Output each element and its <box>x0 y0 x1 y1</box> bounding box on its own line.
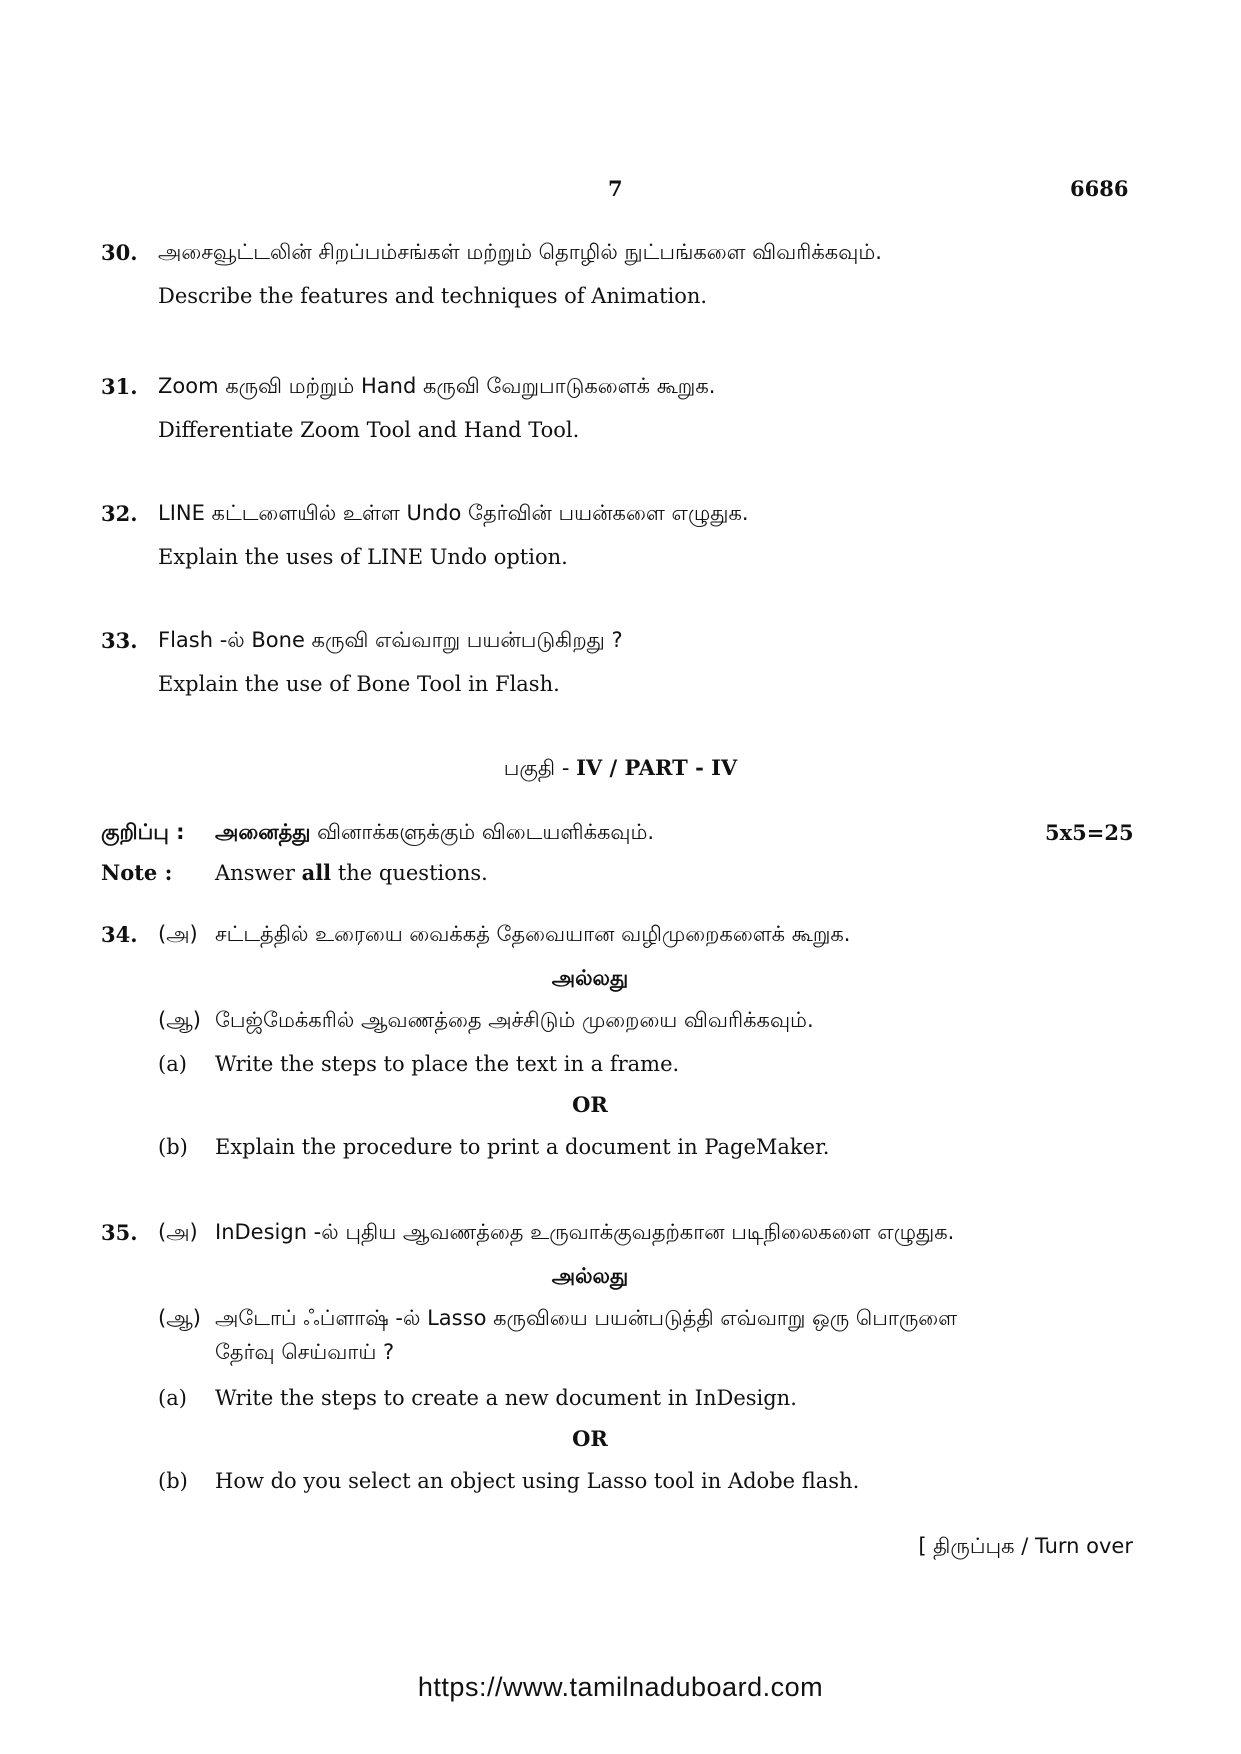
question-number: 34. <box>101 922 138 947</box>
part-heading-tamil: பகுதி - <box>503 756 577 780</box>
option-text-continued: தேர்வு செய்வாய் ? <box>215 1340 395 1364</box>
option-text: சட்டத்தில் உரையை வைக்கத் தேவையான வழிமுறைகளைக் கூறுக. <box>215 922 851 946</box>
option-text: Explain the procedure to print a document in PageMaker. <box>215 1135 830 1159</box>
paper-code: 6686 <box>1070 176 1129 201</box>
question-english: Explain the use of Bone Tool in Flash. <box>158 672 560 696</box>
question-number: 30. <box>101 240 138 265</box>
note-tamil <box>215 820 654 847</box>
question-tamil: Flash -ல் Bone கருவி எவ்வாறு பயன்படுகிறது ? <box>158 628 623 652</box>
option-label: (a) <box>158 1386 187 1410</box>
marks: 5x5=25 <box>1045 820 1134 845</box>
question-number: 31. <box>101 374 138 399</box>
option-label: (அ) <box>158 922 198 946</box>
question-english: Differentiate Zoom Tool and Hand Tool. <box>158 418 580 442</box>
part-heading-english: IV / PART - IV <box>576 755 738 780</box>
part-heading <box>0 755 1241 783</box>
question-number: 35. <box>101 1220 138 1245</box>
option-text: பேஜ்மேக்கரில் ஆவணத்தை அச்சிடும் முறையை விவரிக்கவும். <box>215 1008 814 1032</box>
note-label-tamil: குறிப்பு : <box>101 820 185 844</box>
note-english-post: the questions. <box>331 861 488 885</box>
option-label: (b) <box>158 1135 188 1159</box>
note-label-english: Note : <box>101 860 173 885</box>
question-english: Explain the uses of LINE Undo option. <box>158 545 568 569</box>
or-tamil: அல்லது <box>551 966 629 990</box>
question-tamil: LINE கட்டளையில் உள்ள Undo தேர்வின் பயன்களை எழுதுக. <box>158 501 749 525</box>
option-label: (b) <box>158 1469 188 1493</box>
note-english-pre: Answer <box>215 861 302 885</box>
option-text: Write the steps to create a new document in InDesign. <box>215 1386 797 1410</box>
option-text: அடோப் ஃப்ளாஷ் -ல் Lasso கருவியை பயன்படுத்தி எவ்வாறு ஒரு பொருளை <box>215 1306 958 1330</box>
turn-over: [ திருப்புக / Turn over <box>918 1534 1133 1558</box>
option-text: InDesign -ல் புதிய ஆவணத்தை உருவாக்குவதற்கான படிநிலைகளை எழுதுக. <box>215 1220 955 1244</box>
question-number: 33. <box>101 628 138 653</box>
note-english-bold: all <box>301 860 332 885</box>
or-english: OR <box>572 1426 608 1451</box>
question-tamil: அசைவூட்டலின் சிறப்பம்சங்கள் மற்றும் தொழில் நுட்பங்களை விவரிக்கவும். <box>158 240 882 264</box>
option-label: (அ) <box>158 1220 198 1244</box>
option-label: (ஆ) <box>158 1306 201 1330</box>
or-tamil: அல்லது <box>551 1264 629 1288</box>
option-label: (a) <box>158 1052 187 1076</box>
note-tamil-bold: அனைத்து <box>215 820 311 844</box>
option-text: Write the steps to place the text in a frame. <box>215 1052 680 1076</box>
question-english: Describe the features and techniques of Animation. <box>158 284 708 308</box>
option-text: How do you select an object using Lasso tool in Adobe flash. <box>215 1469 860 1493</box>
source-url[interactable]: https://www.tamilnaduboard.com <box>417 1672 824 1702</box>
note-tamil-rest: வினாக்களுக்கும் விடையளிக்கவும். <box>310 820 655 844</box>
note-english <box>215 860 488 885</box>
question-tamil: Zoom கருவி மற்றும் Hand கருவி வேறுபாடுகளைக் கூறுக. <box>158 374 716 398</box>
option-label: (ஆ) <box>158 1008 201 1032</box>
page-number: 7 <box>608 176 623 201</box>
or-english: OR <box>572 1092 608 1117</box>
question-number: 32. <box>101 501 138 526</box>
